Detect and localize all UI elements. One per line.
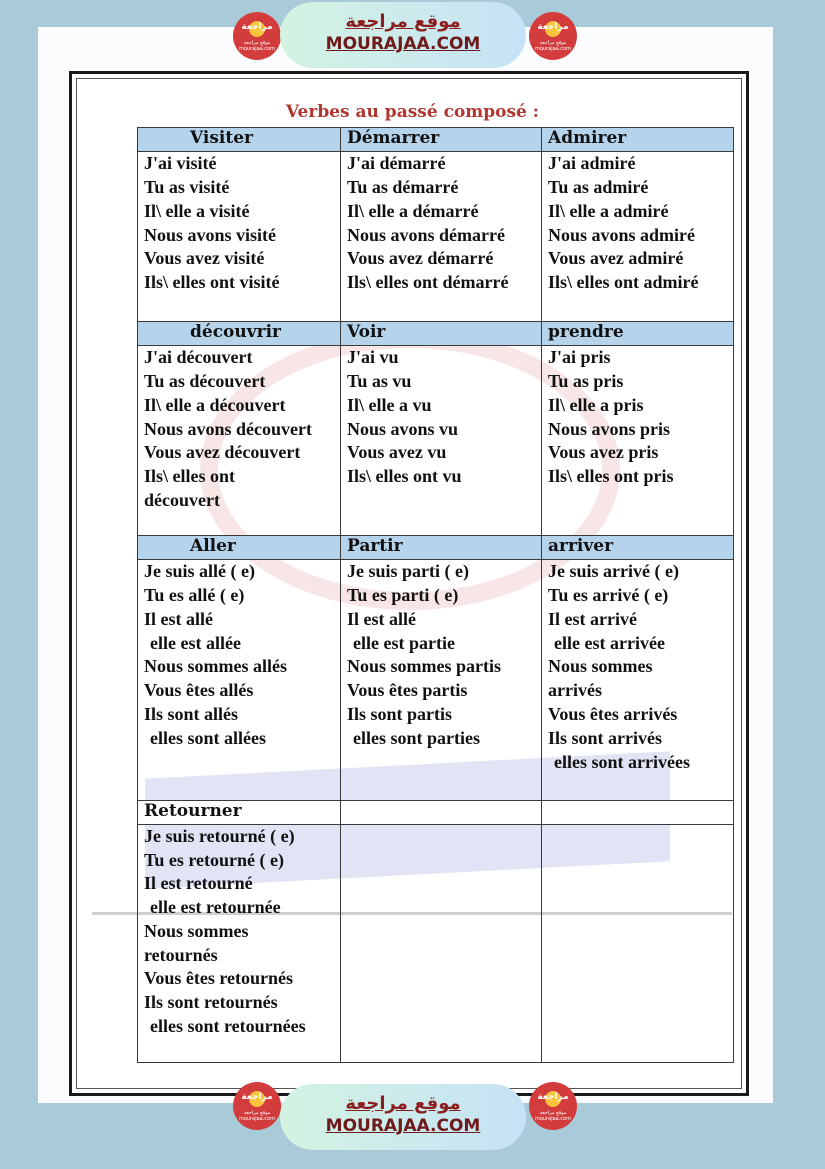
logo-symbol: مراجعة (241, 22, 273, 32)
conjugation-line: Il est allé (347, 608, 416, 629)
conjugation-line: J'ai pris (548, 347, 611, 368)
conjugation-line: Il\ elle a admiré (548, 200, 669, 221)
conjugation-table (137, 127, 734, 1063)
conjugation-cell (341, 346, 542, 536)
conjugation-cell (542, 152, 734, 322)
conjugation-line: Il est allé (144, 608, 213, 629)
conjugation-cell (138, 824, 341, 1062)
logo-symbol: مراجعة (537, 22, 569, 32)
conjugation-line: Vous êtes partis (347, 680, 468, 701)
conjugation-line: retournés (144, 944, 218, 965)
conjugation-line: Ils\ elles ont pris (548, 466, 674, 487)
conjugation-line: Ils\ elles ont démarré (347, 272, 509, 293)
conjugation-line: Je suis arrivé ( e) (548, 561, 679, 582)
conjugation-line: Ils\ elles ont (144, 466, 236, 487)
conjugation-line: Ils sont allés (144, 704, 239, 725)
conjugation-line: Ils sont arrivés (548, 727, 662, 748)
conjugation-line: Tu es parti ( e) (347, 585, 459, 606)
logo-small-url: mourajaa.com (238, 1116, 275, 1122)
conjugation-line: Nous sommes allés (144, 656, 287, 677)
conjugation-line: Vous êtes retournés (144, 968, 293, 989)
site-name-link[interactable]: MOURAJAA.COM (325, 1116, 481, 1136)
verb-header-admirer: Admirer (542, 128, 734, 152)
conjugation-line: Il\ elle a visité (144, 200, 250, 221)
conjugation-line: Il est retourné (144, 873, 253, 894)
conjugation-line: Tu as vu (347, 370, 412, 391)
verb-header-partir: Partir (341, 536, 542, 560)
conjugation-line: elle est partie (353, 632, 455, 653)
site-name-arabic[interactable]: موقع مراجعة (345, 11, 461, 32)
conjugation-line: elle est allée (150, 632, 241, 653)
conjugation-line: Nous avons pris (548, 418, 671, 439)
conjugation-cell (542, 824, 734, 1062)
verb-header-decouvrir: découvrir (138, 322, 341, 346)
conjugation-line: Tu as visité (144, 176, 230, 197)
conjugation-cell (341, 824, 542, 1062)
conjugation-line: J'ai démarré (347, 153, 446, 174)
conjugation-line: elles sont parties (353, 727, 480, 748)
site-banner-bottom[interactable] (280, 1084, 526, 1150)
logo-small-text: موقع مراجعة (539, 40, 567, 46)
conjugation-line: elles sont retournées (150, 1016, 306, 1037)
conjugation-line: Je suis retourné ( e) (144, 825, 295, 846)
conjugation-line: Ils\ elles ont visité (144, 272, 280, 293)
verb-header-arriver: arriver (542, 536, 734, 560)
conjugation-line: Nous sommes (144, 920, 249, 941)
conjugation-line: Il\ elle a découvert (144, 394, 286, 415)
site-logo-badge[interactable] (529, 12, 577, 60)
site-logo-badge[interactable] (529, 1082, 577, 1130)
conjugation-line: Vous avez vu (347, 442, 447, 463)
conjugation-line: Nous sommes (548, 656, 653, 677)
conjugation-cell (138, 346, 341, 536)
conjugation-line: J'ai découvert (144, 347, 253, 368)
conjugation-cell (138, 152, 341, 322)
conjugation-cell (542, 346, 734, 536)
conjugation-line: arrivés (548, 680, 602, 701)
site-banner-top[interactable] (280, 2, 526, 68)
conjugation-line: découvert (144, 489, 220, 510)
table-header-row (138, 536, 734, 560)
conjugation-line: Tu es retourné ( e) (144, 849, 284, 870)
table-header-row (138, 800, 734, 824)
site-logo-badge[interactable] (233, 1082, 281, 1130)
verb-header-prendre: prendre (542, 322, 734, 346)
conjugation-cell (341, 560, 542, 800)
conjugation-line: J'ai visité (144, 153, 217, 174)
logo-symbol: مراجعة (537, 1092, 569, 1102)
conjugation-line: Nous avons démarré (347, 224, 505, 245)
verb-header-retourner: Retourner (138, 800, 341, 824)
logo-symbol: مراجعة (241, 1092, 273, 1102)
verb-header-voir: Voir (341, 322, 542, 346)
conjugation-line: Nous avons découvert (144, 418, 313, 439)
site-logo-badge[interactable] (233, 12, 281, 60)
conjugation-line: J'ai vu (347, 347, 399, 368)
conjugation-line: Vous avez admiré (548, 248, 684, 269)
document-title: Verbes au passé composé : (285, 102, 540, 122)
table-header-row (138, 322, 734, 346)
conjugation-line: Ils sont partis (347, 704, 453, 725)
conjugation-line: Ils\ elles ont admiré (548, 272, 699, 293)
conjugation-cell (138, 560, 341, 800)
conjugation-line: Nous sommes partis (347, 656, 502, 677)
conjugation-line: Il\ elle a vu (347, 394, 432, 415)
empty-header-cell (542, 800, 734, 824)
conjugation-line: Tu es allé ( e) (144, 585, 245, 606)
site-name-arabic[interactable]: موقع مراجعة (345, 1093, 461, 1114)
table-header-row (138, 128, 734, 152)
conjugation-line: Vous avez visité (144, 248, 265, 269)
table-row (138, 152, 734, 322)
verb-header-demarrer: Démarrer (341, 128, 542, 152)
conjugation-line: Vous avez pris (548, 442, 659, 463)
conjugation-line: Il est arrivé (548, 608, 637, 629)
conjugation-line: Il\ elle a pris (548, 394, 644, 415)
conjugation-line: Nous avons vu (347, 418, 459, 439)
verb-header-aller: Aller (138, 536, 341, 560)
conjugation-line: Tu as découvert (144, 370, 266, 391)
conjugation-line: Nous avons admiré (548, 224, 696, 245)
table-row (138, 560, 734, 800)
conjugation-cell (341, 152, 542, 322)
logo-small-text: موقع مراجعة (243, 1110, 271, 1116)
conjugation-line: Vous avez découvert (144, 442, 301, 463)
table-row (138, 346, 734, 536)
conjugation-line: elle est arrivée (554, 632, 665, 653)
conjugation-line: Tu as admiré (548, 176, 649, 197)
verb-header-visiter: Visiter (138, 128, 341, 152)
logo-small-url: mourajaa.com (534, 46, 571, 52)
conjugation-line: Tu es arrivé ( e) (548, 585, 669, 606)
empty-header-cell (341, 800, 542, 824)
conjugation-line: Ils\ elles ont vu (347, 466, 462, 487)
conjugation-line: elle est retournée (150, 897, 281, 918)
site-name-link[interactable]: MOURAJAA.COM (325, 34, 481, 54)
logo-small-text: موقع مراجعة (539, 1110, 567, 1116)
conjugation-line: J'ai admiré (548, 153, 636, 174)
conjugation-line: elles sont allées (150, 727, 266, 748)
conjugation-cell (542, 560, 734, 800)
logo-small-text: موقع مراجعة (243, 40, 271, 46)
conjugation-line: Tu as pris (548, 370, 624, 391)
logo-small-url: mourajaa.com (238, 46, 275, 52)
conjugation-line: Il\ elle a démarré (347, 200, 479, 221)
logo-small-url: mourajaa.com (534, 1116, 571, 1122)
conjugation-line: Je suis parti ( e) (347, 561, 469, 582)
conjugation-line: Nous avons visité (144, 224, 277, 245)
conjugation-line: Ils sont retournés (144, 992, 278, 1013)
conjugation-line: Vous avez démarré (347, 248, 494, 269)
conjugation-line: Tu as démarré (347, 176, 459, 197)
conjugation-line: Vous êtes allés (144, 680, 254, 701)
conjugation-line: Je suis allé ( e) (144, 561, 255, 582)
conjugation-line: elles sont arrivées (554, 751, 690, 772)
table-row (138, 824, 734, 1062)
conjugation-line: Vous êtes arrivés (548, 704, 678, 725)
